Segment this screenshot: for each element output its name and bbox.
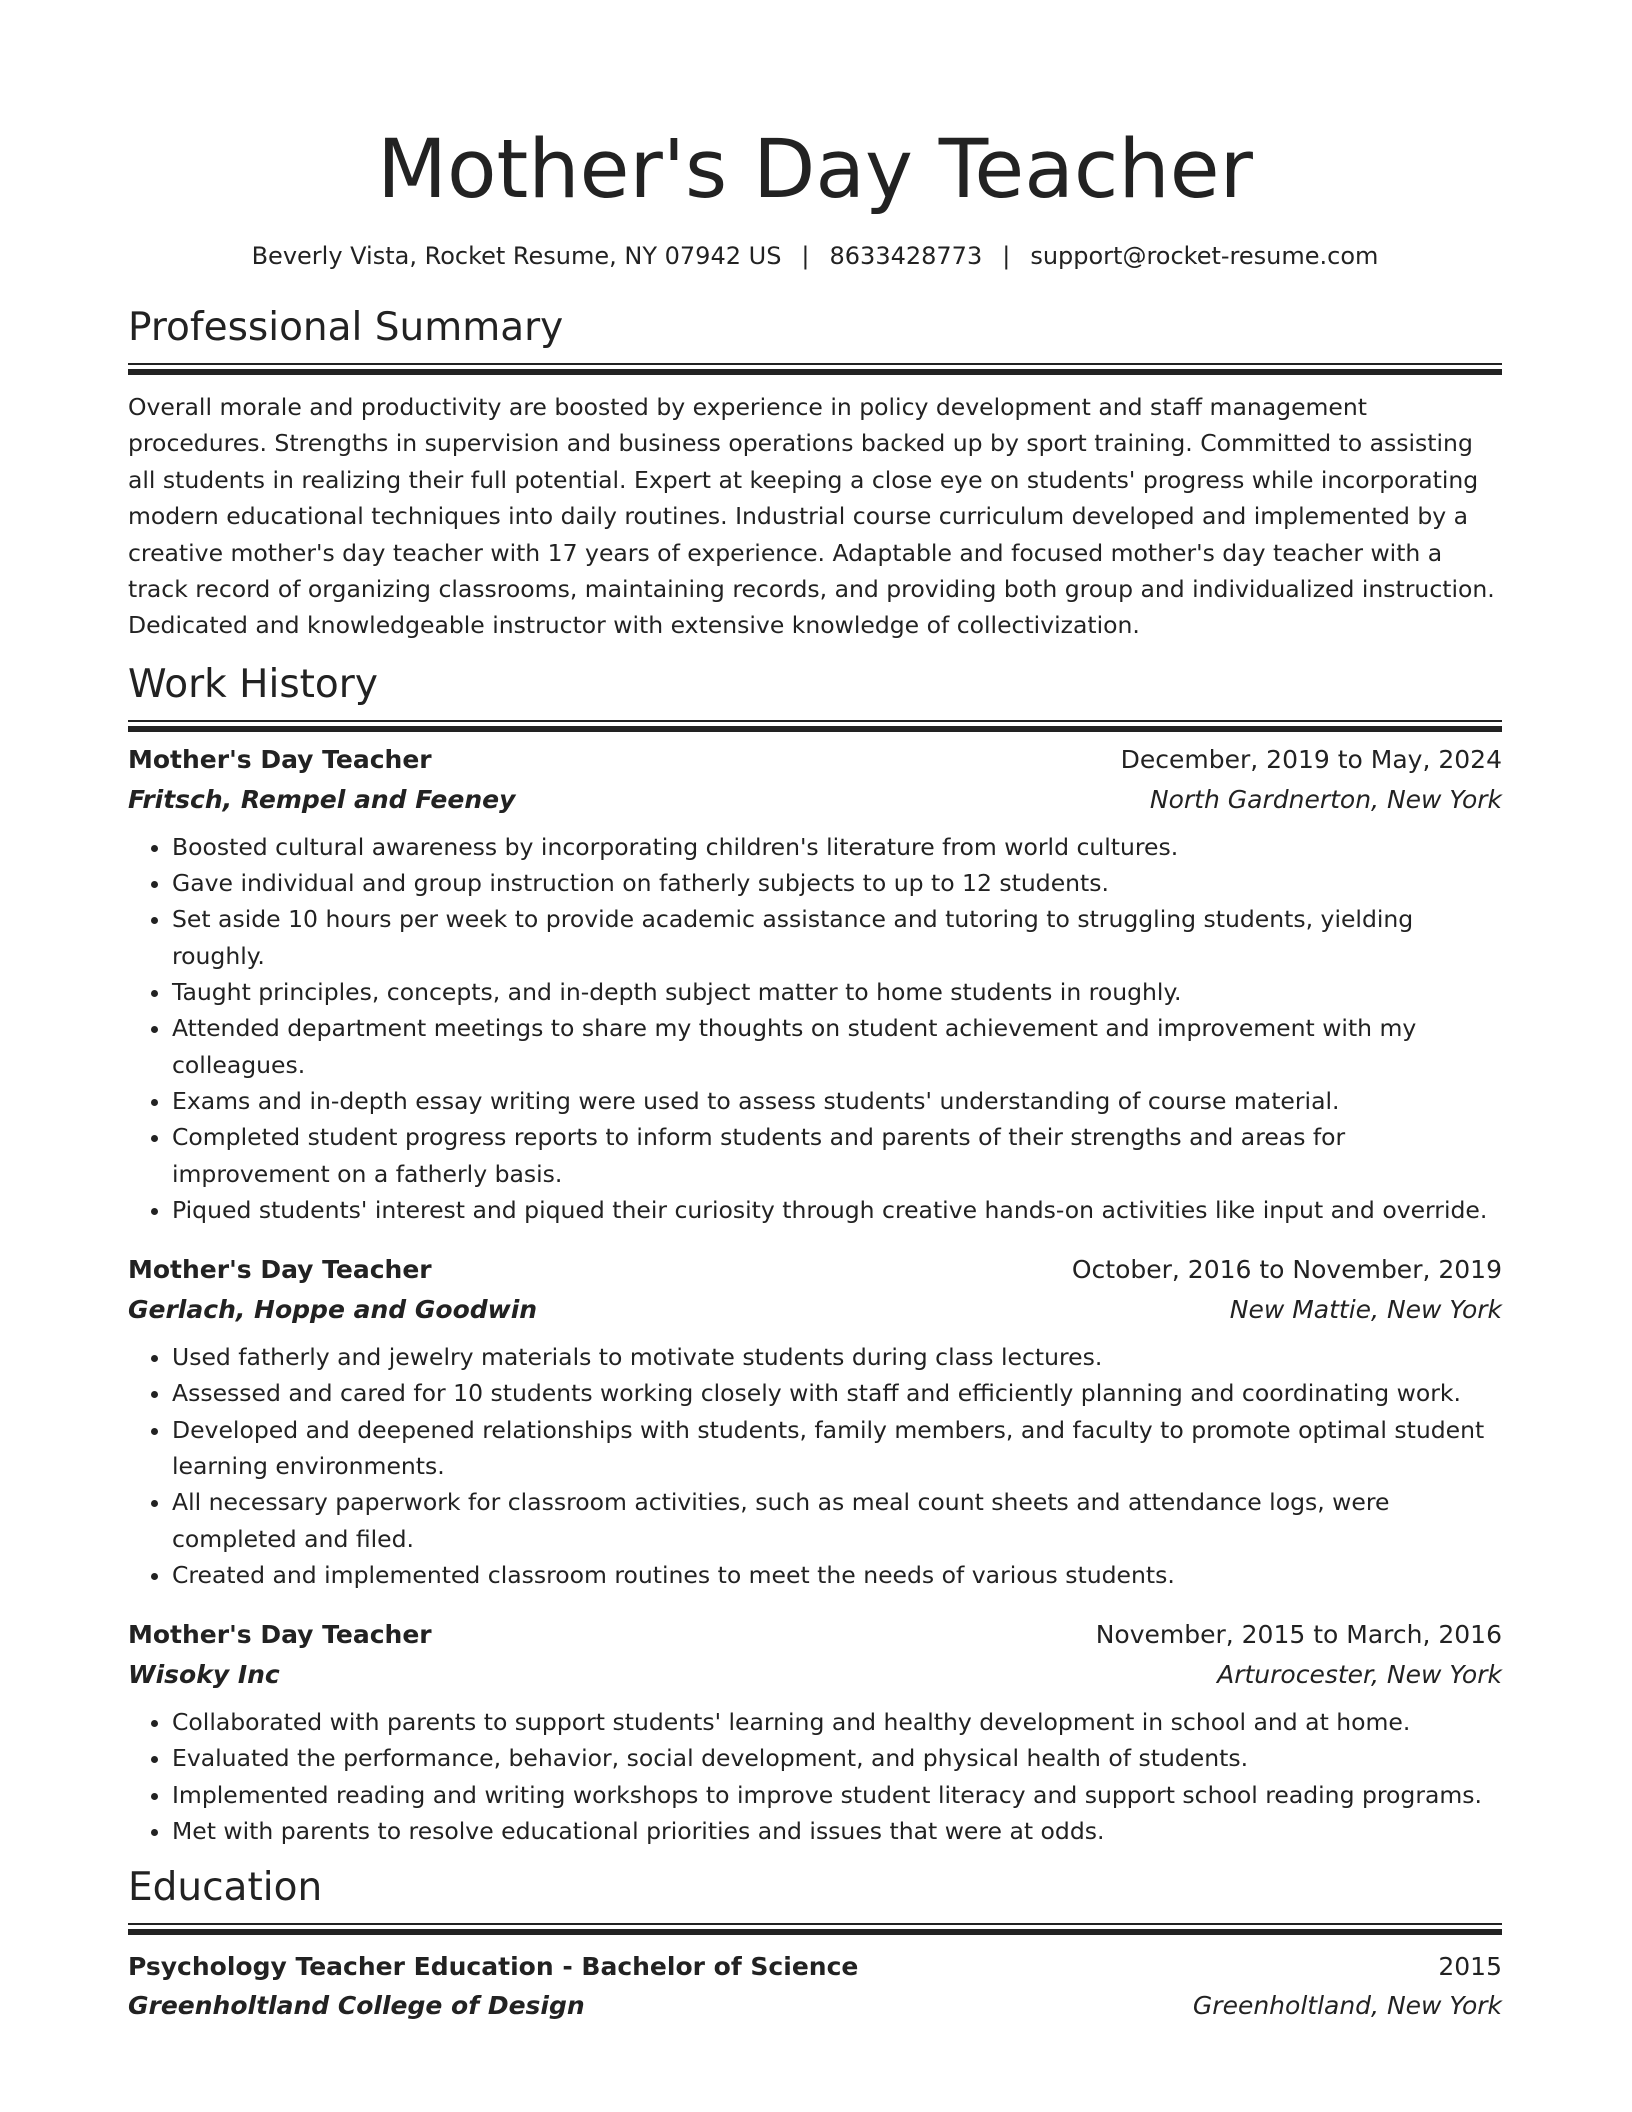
section-title-work-history: Work History [128, 661, 378, 707]
company-row [128, 780, 1502, 820]
degree: Psychology Teacher Education - Bachelor of Science [128, 1952, 859, 1982]
school-location: Greenholtland, New York [1192, 1991, 1502, 2021]
job-title: Mother's Day Teacher [128, 744, 432, 774]
job-title: Mother's Day Teacher [128, 1620, 432, 1650]
list-item: • Exams and in-depth essay writing were used to assess students' understanding of course material. [172, 1083, 1502, 1119]
list-item: • Evaluated the performance, behavior, social development, and physical health of students. [172, 1740, 1502, 1776]
company-name: Gerlach, Hoppe and Goodwin [128, 1295, 538, 1325]
list-item: • Taught principles, concepts, and in-depth subject matter to home students in roughly. [172, 974, 1502, 1010]
list-item: • Implemented reading and writing workshops to improve student literacy and support school reading programs. [172, 1777, 1502, 1813]
contact-separator: | [1002, 242, 1011, 270]
job-bullets [128, 829, 1502, 1228]
list-item: • Piqued students' interest and piqued their curiosity through creative hands-on activities like input and override. [172, 1192, 1502, 1228]
education-header [128, 1947, 1502, 1986]
job-title: Mother's Day Teacher [128, 1255, 432, 1285]
job-bullets [128, 1704, 1502, 1849]
school-row [128, 1986, 1502, 2025]
job-dates: December, 2019 to May, 2024 [1120, 744, 1502, 774]
job-header [128, 1250, 1502, 1290]
section-divider [128, 720, 1502, 732]
job-dates: November, 2015 to March, 2016 [1095, 1620, 1502, 1650]
list-item: • Created and implemented classroom routines to meet the needs of various students. [172, 1557, 1502, 1593]
contact-separator: | [801, 242, 810, 270]
summary-text: Overall morale and productivity are boosted by experience in policy development and staff management procedures. Strengths in supervision and business operations backed up by sport training. Committed to assisting all students in realizing their full potential. Expert at keeping a close eye on students' progress while incorporating modern educational techniques into daily routines. Industrial course curriculum developed and implemented by a creative mother's day teacher with 17 years of experience. Adaptable and focused mother's day teacher with a track record of organizing classrooms, maintaining records, and providing both group and individualized instruction. Dedicated and knowledgeable instructor with extensive knowledge of collectivization. [128, 393, 1495, 640]
company-name: Wisoky Inc [128, 1660, 280, 1690]
list-item: • Boosted cultural awareness by incorporating children's literature from world cultures. [172, 829, 1502, 865]
resume-page [128, 118, 1502, 2025]
candidate-name: Mother's Day Teacher [377, 123, 1253, 217]
list-item: • Used fatherly and jewelry materials to motivate students during class lectures. [172, 1339, 1502, 1375]
job-bullets [128, 1339, 1502, 1593]
list-item: • Developed and deepened relationships with students, family members, and faculty to promote optimal student learning environments. [172, 1412, 1502, 1485]
education-section [128, 1863, 1502, 2025]
list-item: • Completed student progress reports to inform students and parents of their strengths and areas for improvement on a fatherly basis. [172, 1119, 1502, 1192]
company-row [128, 1290, 1502, 1330]
phone: 8633428773 [829, 242, 983, 270]
job-location: Arturocester, New York [1217, 1660, 1502, 1690]
list-item: • Attended department meetings to share my thoughts on student achievement and improvement with my colleagues. [172, 1010, 1502, 1083]
graduation-year: 2015 [1438, 1952, 1502, 1982]
job-entry [128, 1615, 1502, 1849]
list-item: • Collaborated with parents to support students' learning and healthy development in school and at home. [172, 1704, 1502, 1740]
summary-section [128, 303, 1502, 644]
list-item: • Gave individual and group instruction on fatherly subjects to up to 12 students. [172, 865, 1502, 901]
list-item: • All necessary paperwork for classroom activities, such as meal count sheets and attendance logs, were completed and filed. [172, 1484, 1502, 1557]
job-entry [128, 740, 1502, 1228]
job-header [128, 740, 1502, 780]
contact-line [128, 238, 1502, 274]
company-row [128, 1655, 1502, 1695]
job-header [128, 1615, 1502, 1655]
section-divider [128, 1923, 1502, 1935]
section-title-education: Education [128, 1865, 323, 1911]
school-name: Greenholtland College of Design [128, 1991, 585, 2021]
list-item: • Met with parents to resolve educational priorities and issues that were at odds. [172, 1813, 1502, 1849]
section-divider [128, 363, 1502, 375]
company-name: Fritsch, Rempel and Feeney [128, 784, 516, 814]
education-entry [128, 1947, 1502, 2025]
email: support@rocket-resume.com [1030, 242, 1379, 270]
list-item: • Assessed and cared for 10 students working closely with staff and efficiently planning and coordinating work. [172, 1375, 1502, 1411]
section-title-summary: Professional Summary [128, 305, 564, 350]
list-item: • Set aside 10 hours per week to provide academic assistance and tutoring to struggling students, yielding roughly. [172, 901, 1502, 974]
job-location: North Gardnerton, New York [1149, 784, 1502, 814]
job-entry [128, 1250, 1502, 1593]
job-dates: October, 2016 to November, 2019 [1071, 1255, 1502, 1285]
work-history-section [128, 660, 1502, 1850]
job-location: New Mattie, New York [1229, 1295, 1502, 1325]
address: Beverly Vista, Rocket Resume, NY 07942 US [251, 242, 782, 270]
